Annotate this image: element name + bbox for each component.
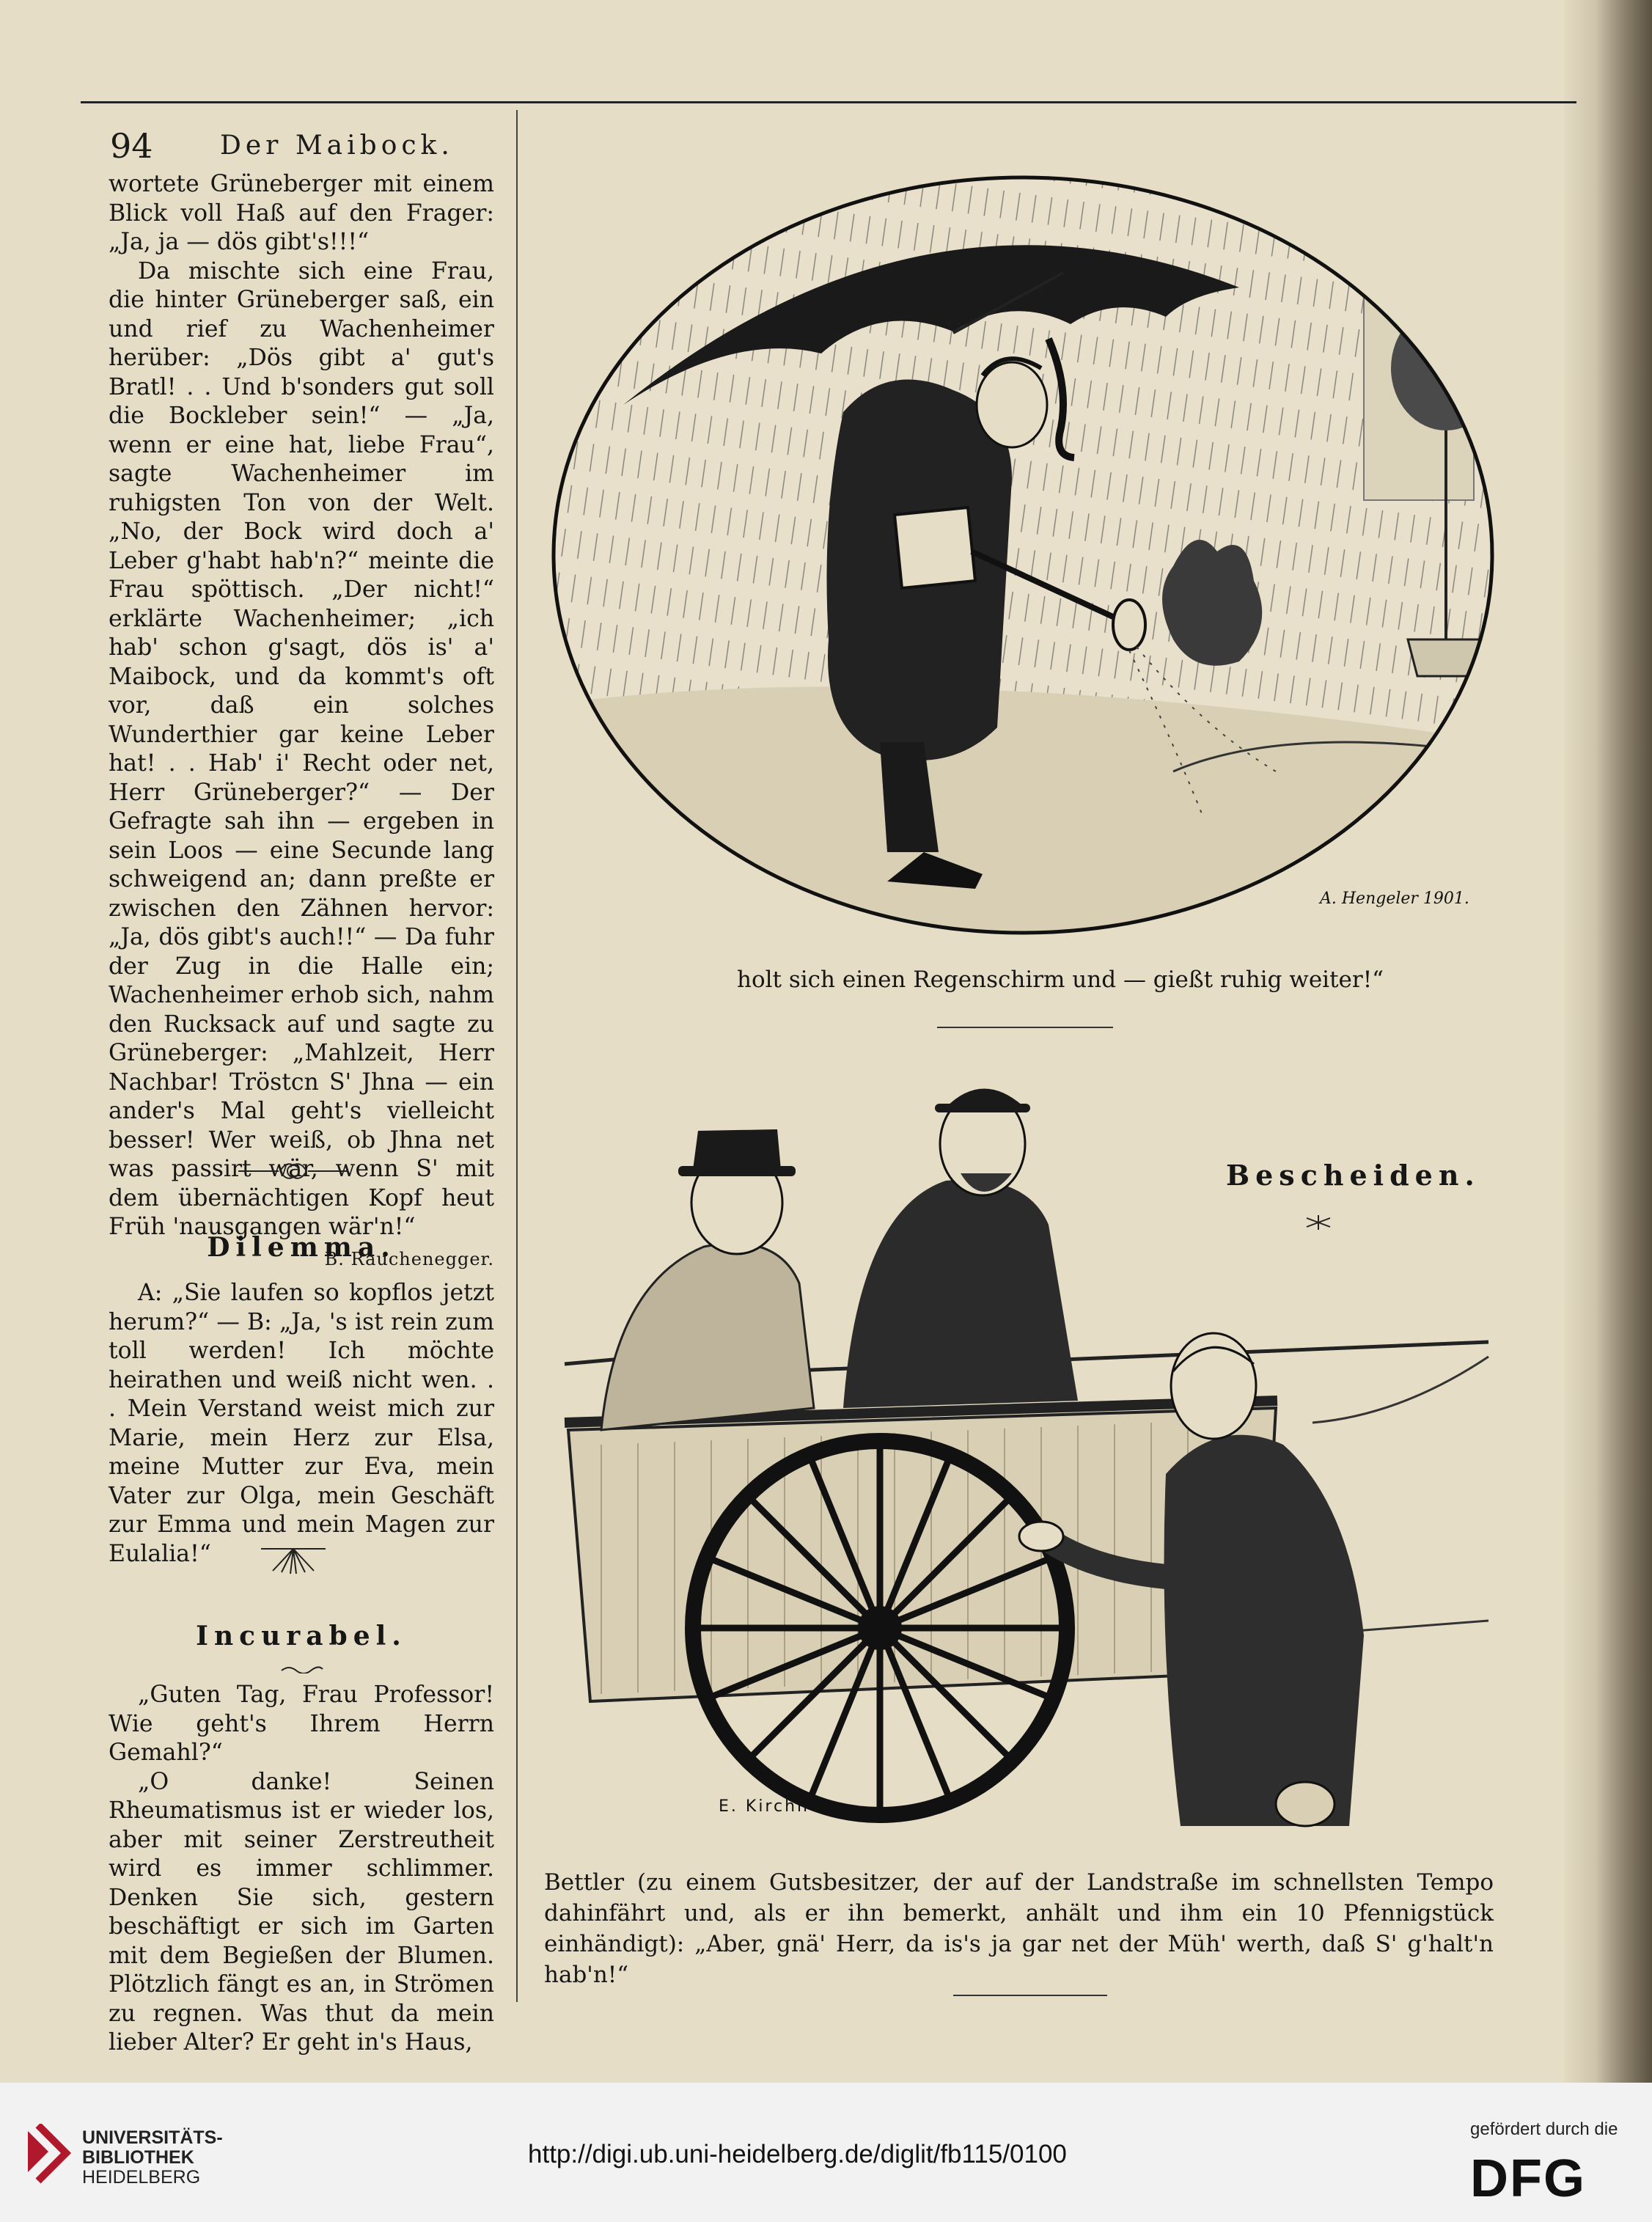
flourish-ornament-icon [235, 1159, 352, 1184]
maibock-paragraph-1: wortete Grüneberger mit einem Blick voll Haß auf den Frager: „Ja, ja — dös gibt's!!!“ [109, 171, 494, 255]
university-library-logo-icon [22, 2124, 73, 2188]
dilemma-text: A: „Sie laufen so kopflos jetzt herum?“ — B: „Ja, 's ist rein zum toll werden! Ich möchte heirathen und weiß nicht wen. . . Mein Verstand weist mich zur Marie, mein Herz zur Elsa, meine Mutter zur Eva, mein Vater zur Olga, mein Geschäft zur Emma und mein Magen zur Eulalia!“ [109, 1280, 494, 1567]
book-spine-shadow [1564, 0, 1652, 2083]
incurabel-text-block [109, 1681, 494, 2058]
library-name [82, 2128, 223, 2188]
dilemma-text-block [109, 1279, 494, 1569]
closing-rule [953, 1995, 1107, 1996]
maibock-paragraph-2: Da mischte sich eine Frau, die hinter Grüneberger saß, ein und rief zu Wachenheimer herüber: „Dös gibt a' gut's Bratl! . . Und b'sonders gut soll die Bockleber sein!“ — „Ja, wenn er eine hat, liebe Frau“, sagte Wachenheimer im ruhigsten Ton von der Welt. „No, der Bock wird doch a' Leber g'habt hab'n?“ meinte die Frau spöttisch. „Der nicht!“ erklärte Wachenheimer; „ich hab' schon g'sagt, dös is' a' Maibock, und da kommt's oft vor, daß ein solches Wunderthier gar keine Leber hat! . . Hab' i' Recht oder net, Herr Grüneberger?“ — Der Gefragte sah ihn — ergeben in sein Loos — eine Secunde lang schweigend an; dann preßte er zwischen den Zähnen hervor: „Ja, dös gibt's auch!!“ — Da fuhr der Zug in die Halle ein; Wachenheimer erhob sich, nahm den Rucksack auf und sagte zu Grüneberger: „Mahlzeit, Herr Nachbar! Tröstcn S' Jhna — ein ander's Mal geht's vielleicht besser! Wer weiß, ob Jhna net was passirt wär, wenn S' mit dem übernächtigen Kopf heut Früh 'nausgangen wär'n!“ [109, 257, 494, 1240]
bescheiden-heading: Bescheiden. [1226, 1159, 1480, 1192]
library-line-2: BIBLIOTHEK [82, 2147, 194, 2168]
incurabel-heading: Incurabel. [196, 1621, 407, 1651]
section-rule [937, 1027, 1113, 1028]
funding-label: gefördert durch die [1470, 2119, 1618, 2139]
header-rule [81, 101, 1576, 103]
page-number: 94 [110, 126, 153, 166]
maibock-author: B. Rauchenegger. [324, 1248, 494, 1269]
illustration-1-signature: A. Hengeler 1901. [1320, 890, 1469, 908]
illustration-2-signature: E. Kirchner. [719, 1797, 837, 1816]
library-line-1: UNIVERSITÄTS- [82, 2127, 223, 2148]
library-line-3: HEIDELBERG [82, 2167, 201, 2188]
sunburst-ornament-icon [258, 1546, 328, 1575]
incurabel-paragraph-1: „Guten Tag, Frau Professor! Wie geht's Ihrem Herrn Gemahl?“ [109, 1682, 494, 1766]
umbrella-watering-illustration [543, 170, 1503, 940]
caption-bescheiden: Bettler (zu einem Gutsbesitzer, der auf der Landstraße im schnellsten Tempo dahinfährt und, als er ihn bemerkt, anhält und ihm ein 10 Pfennigstück einhändigt): „Aber, gnä' Herr, da is's ja gar net der Müh' werth, daß S' g'halt'n hab'n!“ [544, 1869, 1494, 1988]
star-ornament-icon [1304, 1214, 1333, 1231]
dilemma-heading: Dilemma. [207, 1232, 396, 1263]
left-column-top [109, 170, 494, 1274]
tilde-ornament-icon [280, 1665, 324, 1673]
dfg-logo: DFG [1470, 2149, 1586, 2208]
running-title: Der Maibock. [220, 131, 454, 161]
permalink-url[interactable]: http://digi.ub.uni-heidelberg.de/diglit/fb115/0100 [528, 2140, 1067, 2168]
incurabel-paragraph-2: „O danke! Seinen Rheumatismus ist er wieder los, aber mit seiner Zerstreutheit wird es immer schlimmer. Denken Sie sich, gestern beschäftigt er sich im Garten mit dem Begießen der Blumen. Plötzlich fängt es an, in Strömen zu regnen. Was thut da mein lieber Alter? Er geht in's Haus, [109, 1768, 494, 2056]
page-header [110, 126, 506, 170]
caption-incurabel-end: holt sich einen Regenschirm und — gießt ruhig weiter!“ [737, 967, 1384, 993]
column-divider [516, 110, 518, 2002]
viewer-footer [0, 2083, 1652, 2222]
